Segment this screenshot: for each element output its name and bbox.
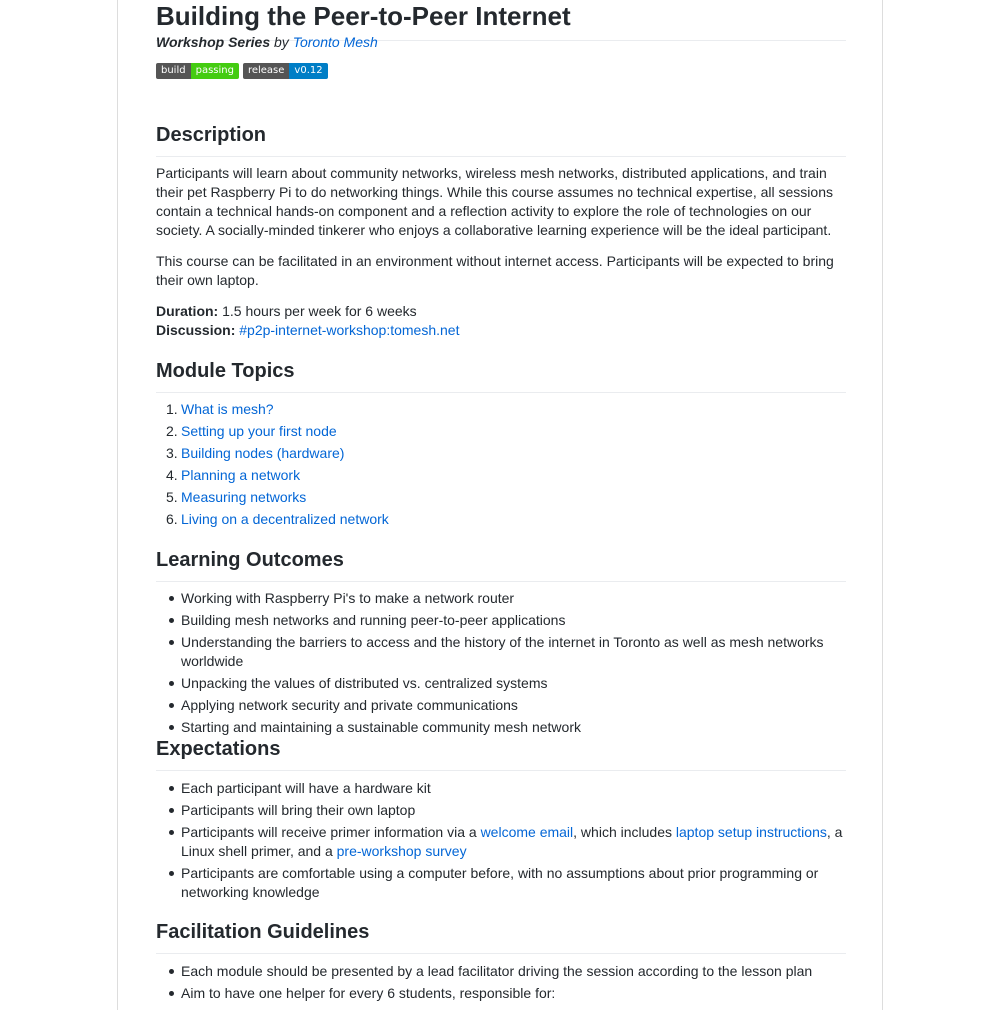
discussion-link[interactable]: #p2p-internet-workshop:tomesh.net xyxy=(239,322,460,338)
build-badge-label: build xyxy=(156,63,191,79)
release-badge-value: v0.12 xyxy=(289,63,327,79)
list-item: Unpacking the values of distributed vs. centralized systems xyxy=(156,674,846,693)
facilitation-heading: Facilitation Guidelines xyxy=(156,919,846,954)
list-item: Participants are comfortable using a computer before, with no assumptions about prior programming or networking knowledge xyxy=(156,864,846,902)
module-link-3[interactable]: Building nodes (hardware) xyxy=(181,445,345,461)
list-item xyxy=(156,823,846,861)
list-item: Participants will bring their own laptop xyxy=(156,801,846,820)
module-link-5[interactable]: Measuring networks xyxy=(181,489,307,505)
description-heading: Description xyxy=(156,122,846,157)
pre-workshop-survey-link[interactable]: pre-workshop survey xyxy=(336,843,467,859)
byline xyxy=(156,33,378,51)
module-link-4[interactable]: Planning a network xyxy=(181,467,301,483)
list-item: Each module should be presented by a lead facilitator driving the session according to the lesson plan xyxy=(156,962,846,981)
author-link[interactable]: Toronto Mesh xyxy=(292,34,378,50)
list-item: Working with Raspberry Pi's to make a network router xyxy=(156,589,846,608)
list-item: Understanding the barriers to access and the history of the internet in Toronto as well as mesh networks worldwide xyxy=(156,633,846,671)
list-item: 4. Planning a network xyxy=(166,467,301,483)
module-topics-list xyxy=(156,400,846,532)
module-link-2[interactable]: Setting up your first node xyxy=(181,423,337,439)
list-item: Aim to have one helper for every 6 students, responsible for: xyxy=(156,984,846,1003)
learning-outcomes-list xyxy=(156,589,846,740)
list-item: 5. Measuring networks xyxy=(166,489,307,505)
list-item: 6. Living on a decentralized network xyxy=(166,511,389,527)
welcome-email-link[interactable]: welcome email xyxy=(480,824,574,840)
build-badge-value: passing xyxy=(191,63,239,79)
list-item: Applying network security and private communications xyxy=(156,696,846,715)
duration-value: 1.5 hours per week for 6 weeks xyxy=(218,303,417,319)
expectations-heading: Expectations xyxy=(156,736,846,771)
list-item: 1. What is mesh? xyxy=(166,401,274,417)
discussion-label: Discussion: xyxy=(156,322,236,338)
build-badge[interactable] xyxy=(156,63,239,79)
badge-row xyxy=(156,63,328,79)
list-item: 3. Building nodes (hardware) xyxy=(166,445,345,461)
series-label: Workshop Series xyxy=(156,34,271,50)
learning-outcomes-heading: Learning Outcomes xyxy=(156,547,846,582)
list-item: 2. Setting up your first node xyxy=(166,423,337,439)
description-paragraph-1: Participants will learn about community networks, wireless mesh networks, distributed applications, and train their pet Raspberry Pi to do networking things. While this course assumes no technical expertise, all sessions contain a technical hands-on component and a reflection activity to explore the role of technologies on our society. A socially-minded tinkerer who enjoys a collaborative learning experience will be the ideal participant. xyxy=(156,165,833,238)
duration-label: Duration: xyxy=(156,303,219,319)
readme-page xyxy=(117,0,883,1010)
list-item: Each participant will have a hardware kit xyxy=(156,779,846,798)
page-title: Building the Peer-to-Peer Internet xyxy=(156,0,846,41)
expectation-text: , a Linux shell primer, and a xyxy=(181,824,843,859)
laptop-setup-link[interactable]: laptop setup instructions xyxy=(675,824,827,840)
duration-discussion xyxy=(156,302,846,340)
expectation-text: , which includes xyxy=(573,824,676,840)
expectation-text: Participants will receive primer information via a xyxy=(181,824,481,840)
byline-by: by xyxy=(270,34,293,50)
expectations-list xyxy=(156,779,846,905)
facilitation-list xyxy=(156,962,846,1006)
list-item: Building mesh networks and running peer-to-peer applications xyxy=(156,611,846,630)
module-link-6[interactable]: Living on a decentralized network xyxy=(181,511,389,527)
list-item: Starting and maintaining a sustainable community mesh network xyxy=(156,718,846,737)
module-topics-heading: Module Topics xyxy=(156,358,846,393)
release-badge[interactable] xyxy=(243,63,328,79)
description-paragraph-2: This course can be facilitated in an environment without internet access. Participants will be expected to bring their own laptop. xyxy=(156,253,834,288)
release-badge-label: release xyxy=(243,63,289,79)
module-link-1[interactable]: What is mesh? xyxy=(181,401,274,417)
